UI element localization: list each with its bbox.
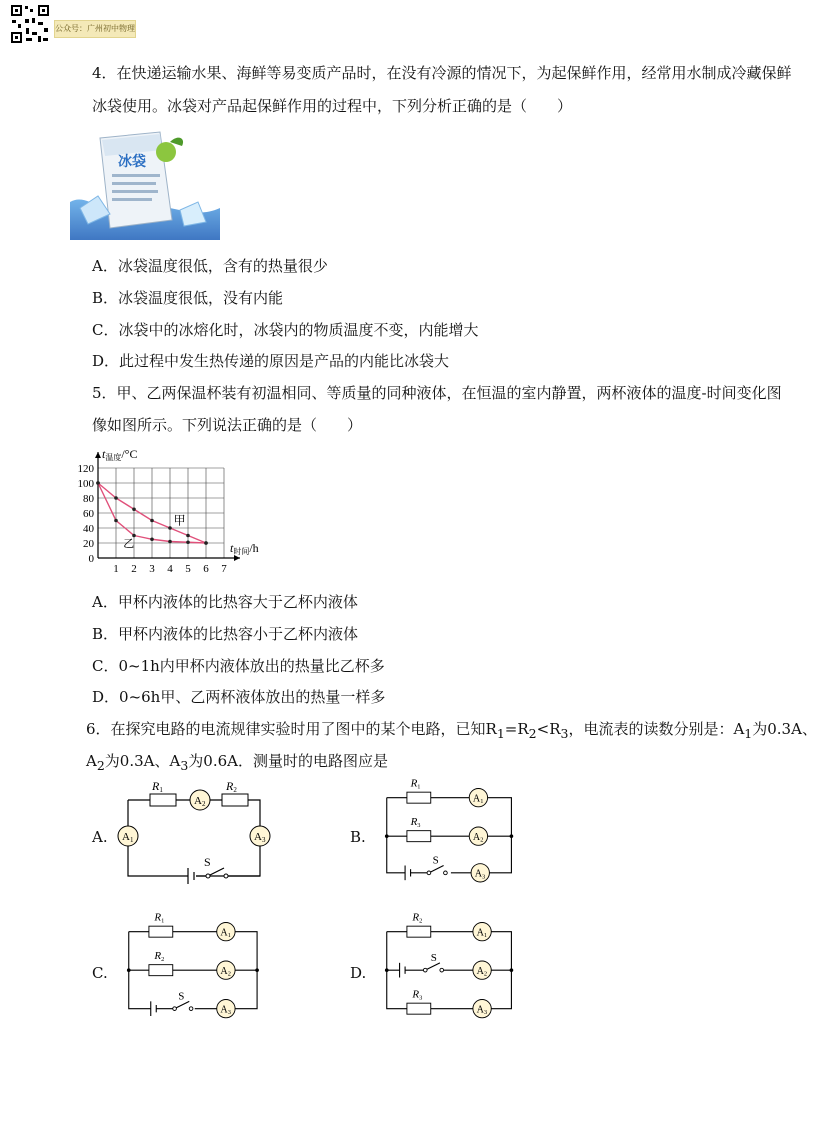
x-tick-label: 7 bbox=[221, 563, 227, 575]
q5-stem-line1: 5．甲、乙两保温杯装有初温相同、等质量的同种液体，在恒温的室内静置，两杯液体的温度-时间变化图 bbox=[92, 384, 782, 402]
series-label-jia: 甲 bbox=[173, 513, 186, 528]
data-point-甲 bbox=[114, 496, 118, 500]
q6-stem-line2: $A_2$为0.3A、$A_3$为0.6A．测量时的电路图应是 bbox=[86, 752, 388, 773]
ice-bag-image bbox=[70, 130, 220, 240]
q4-option-a[interactable]: A．冰袋温度很低，含有的热量很少 bbox=[92, 257, 328, 275]
svg-text:A1: A1 bbox=[220, 927, 231, 940]
q6-option-b-label[interactable]: B. bbox=[350, 828, 366, 846]
svg-text:R2: R2 bbox=[226, 779, 237, 794]
data-point-乙 bbox=[150, 537, 154, 541]
resistor-r1 bbox=[150, 794, 176, 806]
y-axis-label: t温度/°C bbox=[102, 447, 138, 462]
svg-text:S: S bbox=[178, 990, 185, 1003]
series-label-yi: 乙 bbox=[123, 537, 135, 550]
source-badge: 公众号：广州初中物理 bbox=[54, 20, 136, 38]
resistor-r2 bbox=[222, 794, 248, 806]
svg-text:A3: A3 bbox=[220, 1004, 231, 1017]
svg-text:A2: A2 bbox=[476, 965, 488, 978]
svg-text:A3: A3 bbox=[254, 831, 266, 844]
q6-option-c-label[interactable]: C. bbox=[92, 964, 108, 982]
circuit-a-diagram[interactable] bbox=[112, 778, 302, 888]
x-tick-label: 6 bbox=[203, 563, 209, 575]
svg-text:A1: A1 bbox=[476, 927, 488, 940]
circuit-c-diagram[interactable] bbox=[108, 906, 298, 1016]
svg-text:A1: A1 bbox=[472, 793, 484, 806]
y-tick-label: 80 bbox=[83, 493, 94, 505]
y-tick-label: 40 bbox=[83, 523, 94, 535]
q6-option-a-label[interactable]: A. bbox=[92, 828, 108, 846]
x-tick-label: 5 bbox=[185, 563, 191, 575]
svg-text:A2: A2 bbox=[194, 795, 206, 808]
svg-text:R1: R1 bbox=[154, 911, 165, 925]
circuit-b-diagram[interactable] bbox=[366, 772, 556, 882]
data-point-乙 bbox=[132, 534, 136, 538]
svg-text:R3: R3 bbox=[412, 988, 423, 1002]
svg-text:A3: A3 bbox=[476, 1004, 488, 1017]
data-point-甲 bbox=[150, 519, 154, 523]
ice-bag-label: 冰袋 bbox=[118, 154, 146, 170]
q4-stem-line1: 4．在快递运输水果、海鲜等易变质产品时，在没有冷源的情况下，为起保鲜作用，经常用水制成冷藏保鲜 bbox=[92, 64, 792, 82]
svg-text:A2: A2 bbox=[220, 965, 231, 978]
svg-text:A3: A3 bbox=[474, 868, 486, 881]
q5-stem-line2: 像如图所示。下列说法正确的是（ ） bbox=[92, 416, 363, 434]
q4-option-b[interactable]: B．冰袋温度很低，没有内能 bbox=[92, 289, 284, 307]
q5-option-a[interactable]: A．甲杯内液体的比热容大于乙杯内液体 bbox=[92, 593, 358, 611]
svg-text:R1: R1 bbox=[410, 777, 421, 791]
svg-text:A1: A1 bbox=[122, 831, 134, 844]
x-tick-label: 4 bbox=[167, 563, 173, 575]
svg-text:S: S bbox=[430, 952, 437, 964]
q4-option-c[interactable]: C．冰袋中的冰熔化时，冰袋内的物质温度不变，内能增大 bbox=[92, 321, 479, 339]
svg-text:R3: R3 bbox=[410, 816, 421, 829]
qr-code-icon bbox=[10, 4, 50, 44]
y-tick-label: 60 bbox=[83, 508, 94, 520]
data-point-甲 bbox=[186, 534, 190, 538]
data-point-乙 bbox=[186, 540, 190, 544]
svg-text:R2: R2 bbox=[154, 950, 165, 963]
data-point-甲 bbox=[132, 507, 136, 511]
q6-stem-line1: 6．在探究电路的电流规律实验时用了图中的某个电路，已知$R_1=R_2<R_3$，电流表的读数分别是：$A_1$为0.3A、 bbox=[86, 720, 817, 741]
svg-text:S: S bbox=[432, 854, 439, 867]
y-axis-arrow bbox=[95, 452, 101, 458]
x-tick-label: 3 bbox=[149, 563, 155, 575]
svg-text:R1: R1 bbox=[152, 779, 163, 794]
q4-option-d[interactable]: D．此过程中发生热传递的原因是产品的内能比冰袋大 bbox=[92, 352, 450, 370]
q5-option-d[interactable]: D．0~6h甲、乙两杯液体放出的热量一样多 bbox=[92, 688, 386, 706]
y-tick-label: 120 bbox=[77, 463, 94, 475]
circuit-d-diagram[interactable] bbox=[366, 906, 556, 1016]
q6-option-d-label[interactable]: D. bbox=[350, 964, 367, 982]
svg-text:S: S bbox=[204, 855, 211, 869]
y-tick-label: 100 bbox=[77, 478, 94, 490]
x-tick-label: 1 bbox=[113, 563, 119, 575]
y-tick-label: 0 bbox=[88, 553, 94, 565]
data-point-甲 bbox=[168, 526, 172, 530]
y-tick-label: 20 bbox=[83, 538, 94, 550]
q4-stem-line2: 冰袋使用。冰袋对产品起保鲜作用的过程中，下列分析正确的是（ ） bbox=[92, 97, 573, 115]
data-point-乙 bbox=[114, 519, 118, 523]
data-point-乙 bbox=[204, 541, 208, 545]
q5-option-b[interactable]: B．甲杯内液体的比热容小于乙杯内液体 bbox=[92, 625, 359, 643]
data-point-乙 bbox=[168, 540, 172, 544]
x-tick-label: 2 bbox=[131, 563, 137, 575]
svg-text:A2: A2 bbox=[472, 831, 484, 844]
q5-option-c[interactable]: C．0~1h内甲杯内液体放出的热量比乙杯多 bbox=[92, 657, 385, 675]
data-point-乙 bbox=[96, 481, 100, 485]
temperature-time-chart bbox=[70, 446, 290, 576]
svg-text:R2: R2 bbox=[412, 911, 423, 925]
x-axis-label: t时间/h bbox=[230, 541, 259, 556]
